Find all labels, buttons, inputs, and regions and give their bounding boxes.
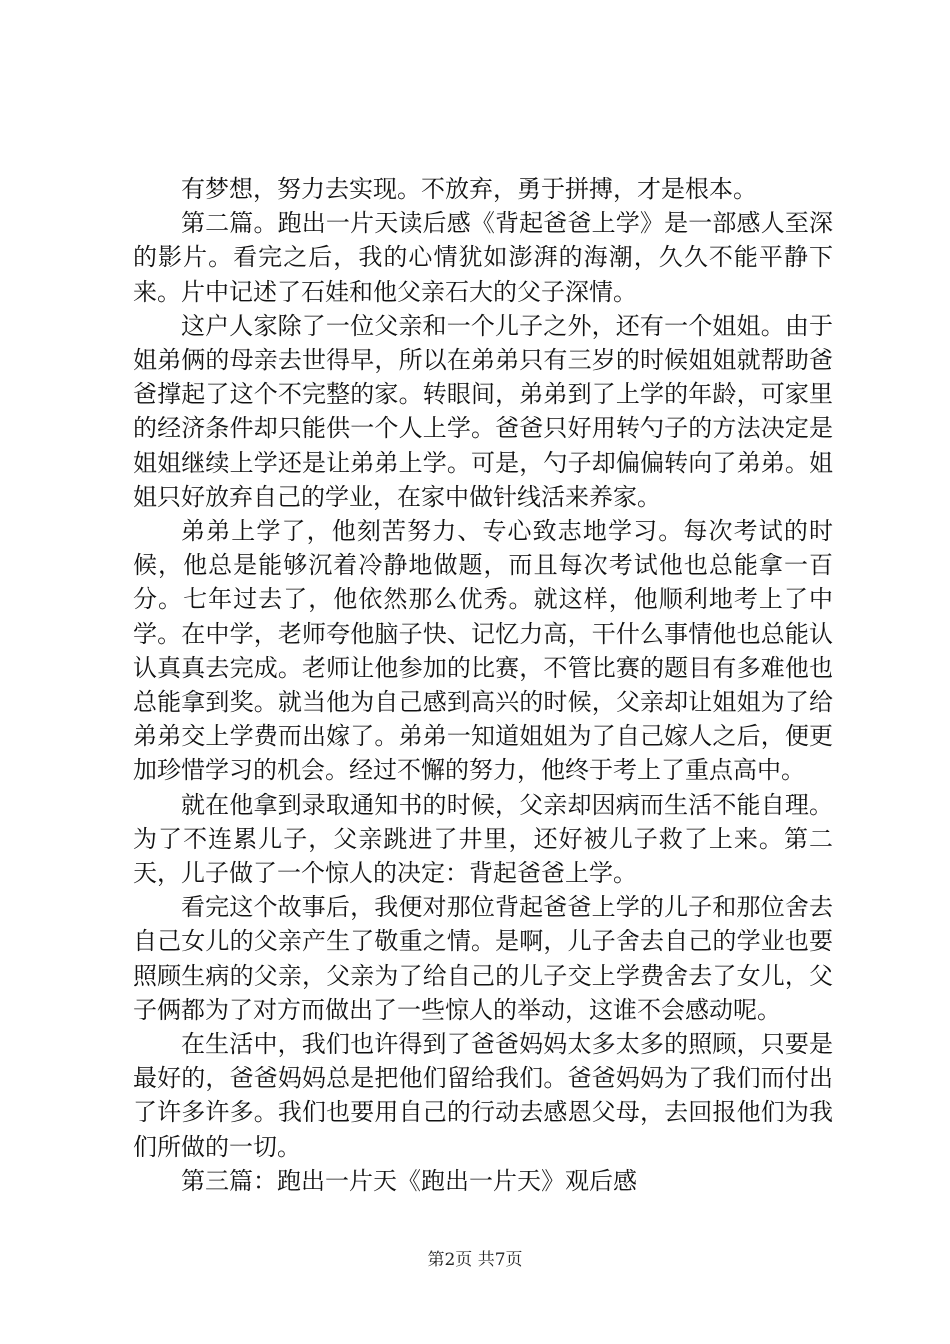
paragraph-4: 弟弟上学了，他刻苦努力、专心致志地学习。每次考试的时候，他总是能够沉着冷静地做题，而且每次考试他也总能拿一百分。七年过去了，他依然那么优秀。就这样，他顺利地考上了中学。在中学，老师夸他脑子快、记忆力高，干什么事情他也总能认认真真去完成。老师让他参加的比赛，不管比赛的题目有多难他也总能拿到奖。就当他为自己感到高兴的时候，父亲却让姐姐为了给弟弟交上学费而出嫁了。弟弟一知道姐姐为了自己嫁人之后，便更加珍惜学习的机会。经过不懈的努力，他终于考上了重点高中。 xyxy=(133,517,833,785)
page-number-footer: 第2页 共7页 xyxy=(427,1250,523,1270)
paragraph-6: 看完这个故事后，我便对那位背起爸爸上学的儿子和那位舍去自己女儿的父亲产生了敬重之情。是啊，儿子舍去自己的学业也要照顾生病的父亲，父亲为了给自己的儿子交上学费舍去了女儿，父子俩都为了对方而做出了一些惊人的举动，这谁不会感动呢。 xyxy=(133,893,833,1024)
paragraph-3: 这户人家除了一位父亲和一个儿子之外，还有一个姐姐。由于姐弟俩的母亲去世得早，所以在弟弟只有三岁的时候姐姐就帮助爸爸撑起了这个不完整的家。转眼间，弟弟到了上学的年龄，可家里的经济条件却只能供一个人上学。爸爸只好用转勺子的方法决定是姐姐继续上学还是让弟弟上学。可是，勺子却偏偏转向了弟弟。姐姐只好放弃自己的学业，在家中做针线活来养家。 xyxy=(133,311,833,511)
paragraph-2: 第二篇。跑出一片天读后感《背起爸爸上学》是一部感人至深的影片。看完之后，我的心情犹如澎湃的海潮，久久不能平静下来。片中记述了石娃和他父亲石大的父子深情。 xyxy=(133,209,833,306)
paragraph-5: 就在他拿到录取通知书的时候，父亲却因病而生活不能自理。为了不连累儿子，父亲跳进了井里，还好被儿子救了上来。第二天，儿子做了一个惊人的决定：背起爸爸上学。 xyxy=(133,790,833,888)
paragraph-1: 有梦想，努力去实现。不放弃，勇于拼搏，才是根本。 xyxy=(181,175,757,203)
section-heading-3: 第三篇：跑出一片天《跑出一片天》观后感 xyxy=(181,1166,637,1195)
document-body xyxy=(133,172,833,1198)
paragraph-7: 在生活中，我们也许得到了爸爸妈妈太多太多的照顾，只要是最好的，爸爸妈妈总是把他们留给我们。爸爸妈妈为了我们而付出了许多许多。我们也要用自己的行动去感恩父母，去回报他们为我们所做的一切。 xyxy=(133,1030,833,1161)
